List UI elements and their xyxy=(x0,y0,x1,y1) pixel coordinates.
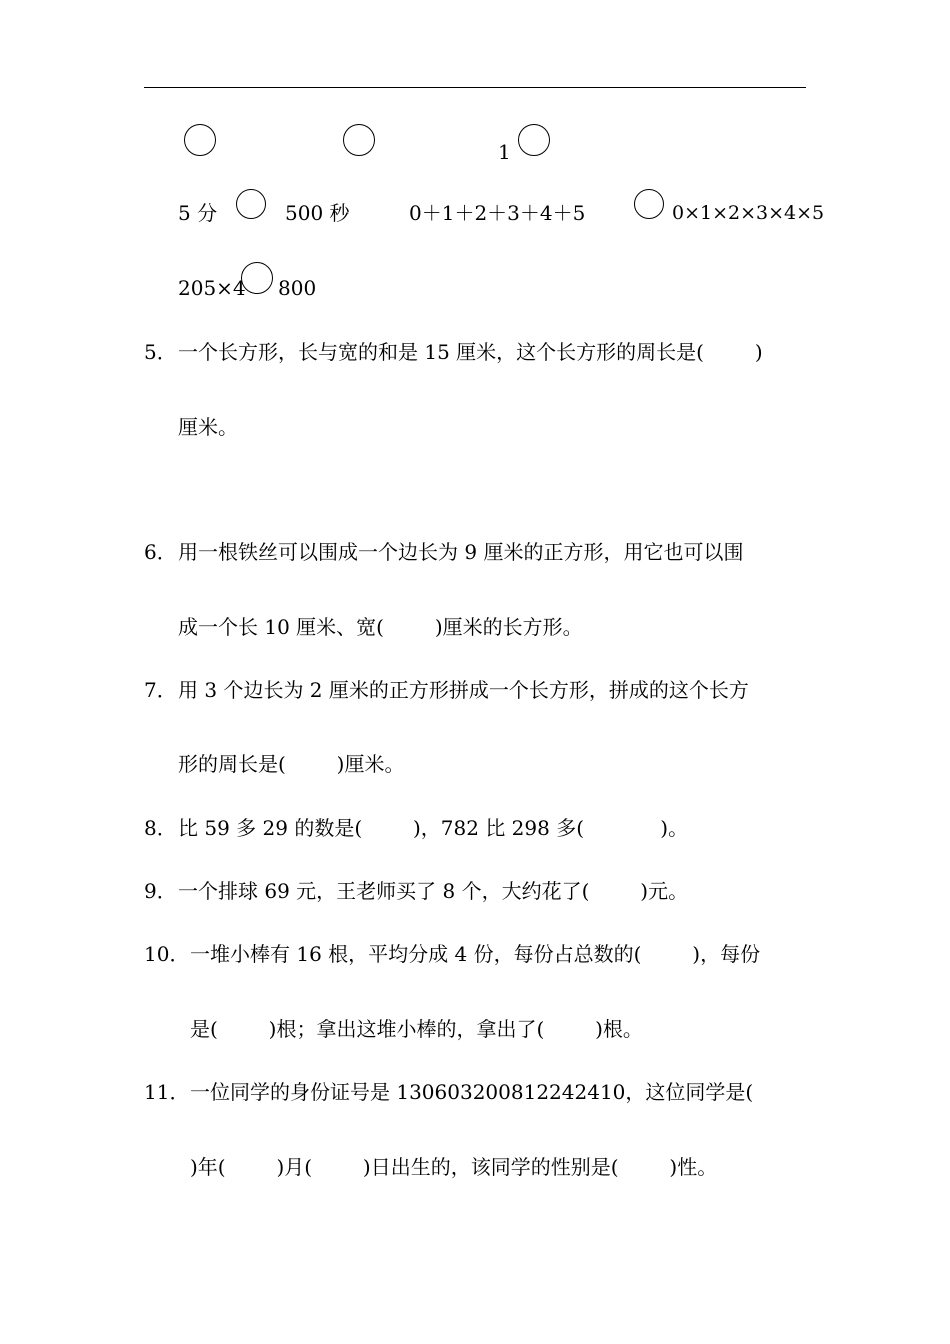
compare-circle-5[interactable] xyxy=(634,189,664,219)
question-10-number: 10． xyxy=(144,942,190,966)
row3-right: 800 xyxy=(278,276,317,300)
question-11-line2: )年( )月( )日出生的，该同学的性别是( )性。 xyxy=(190,1155,718,1179)
question-8-number: 8． xyxy=(144,816,177,840)
question-7-line2: 形的周长是( )厘米。 xyxy=(178,752,405,776)
question-5-line2: 厘米。 xyxy=(178,415,238,439)
question-9-number: 9． xyxy=(144,879,177,903)
compare-circle-1[interactable] xyxy=(184,124,216,156)
row2-b-right: 0×1×2×3×4×5 xyxy=(672,202,825,224)
question-9-line1: 一个排球 69 元，王老师买了 8 个，大约花了( )元。 xyxy=(178,879,689,903)
question-10-line1: 一堆小棒有 16 根，平均分成 4 份，每份占总数的( )，每份 xyxy=(190,942,761,966)
question-5-number: 5． xyxy=(144,340,177,364)
question-6-line1: 用一根铁丝可以围成一个边长为 9 厘米的正方形，用它也可以围 xyxy=(178,540,744,564)
question-8-line1: 比 59 多 29 的数是( )，782 比 298 多( )。 xyxy=(178,816,689,840)
question-11-line1: 一位同学的身份证号是 130603200812242410，这位同学是( xyxy=(190,1080,754,1104)
row2-a-left: 5 分 xyxy=(178,201,218,225)
compare-circle-2[interactable] xyxy=(343,124,375,156)
question-6-number: 6． xyxy=(144,540,177,564)
compare-circle-6[interactable] xyxy=(241,262,273,294)
question-7-number: 7． xyxy=(144,678,177,702)
row3-left: 205×4 xyxy=(178,276,246,300)
row2-a-right: 500 秒 xyxy=(285,201,350,225)
question-10-line2: 是( )根；拿出这堆小棒的，拿出了( )根。 xyxy=(190,1017,643,1041)
row1-prefix: 1 xyxy=(498,140,511,164)
question-6-line2: 成一个长 10 厘米、宽( )厘米的长方形。 xyxy=(178,615,583,639)
question-7-line1: 用 3 个边长为 2 厘米的正方形拼成一个长方形，拼成的这个长方 xyxy=(178,678,749,702)
compare-circle-4[interactable] xyxy=(236,189,266,219)
question-11-number: 11． xyxy=(144,1080,190,1104)
header-rule xyxy=(144,87,806,88)
compare-circle-3[interactable] xyxy=(518,124,550,156)
question-5-line1: 一个长方形，长与宽的和是 15 厘米，这个长方形的周长是( ) xyxy=(178,340,763,364)
row2-b-left: 0＋1＋2＋3＋4＋5 xyxy=(409,201,586,225)
